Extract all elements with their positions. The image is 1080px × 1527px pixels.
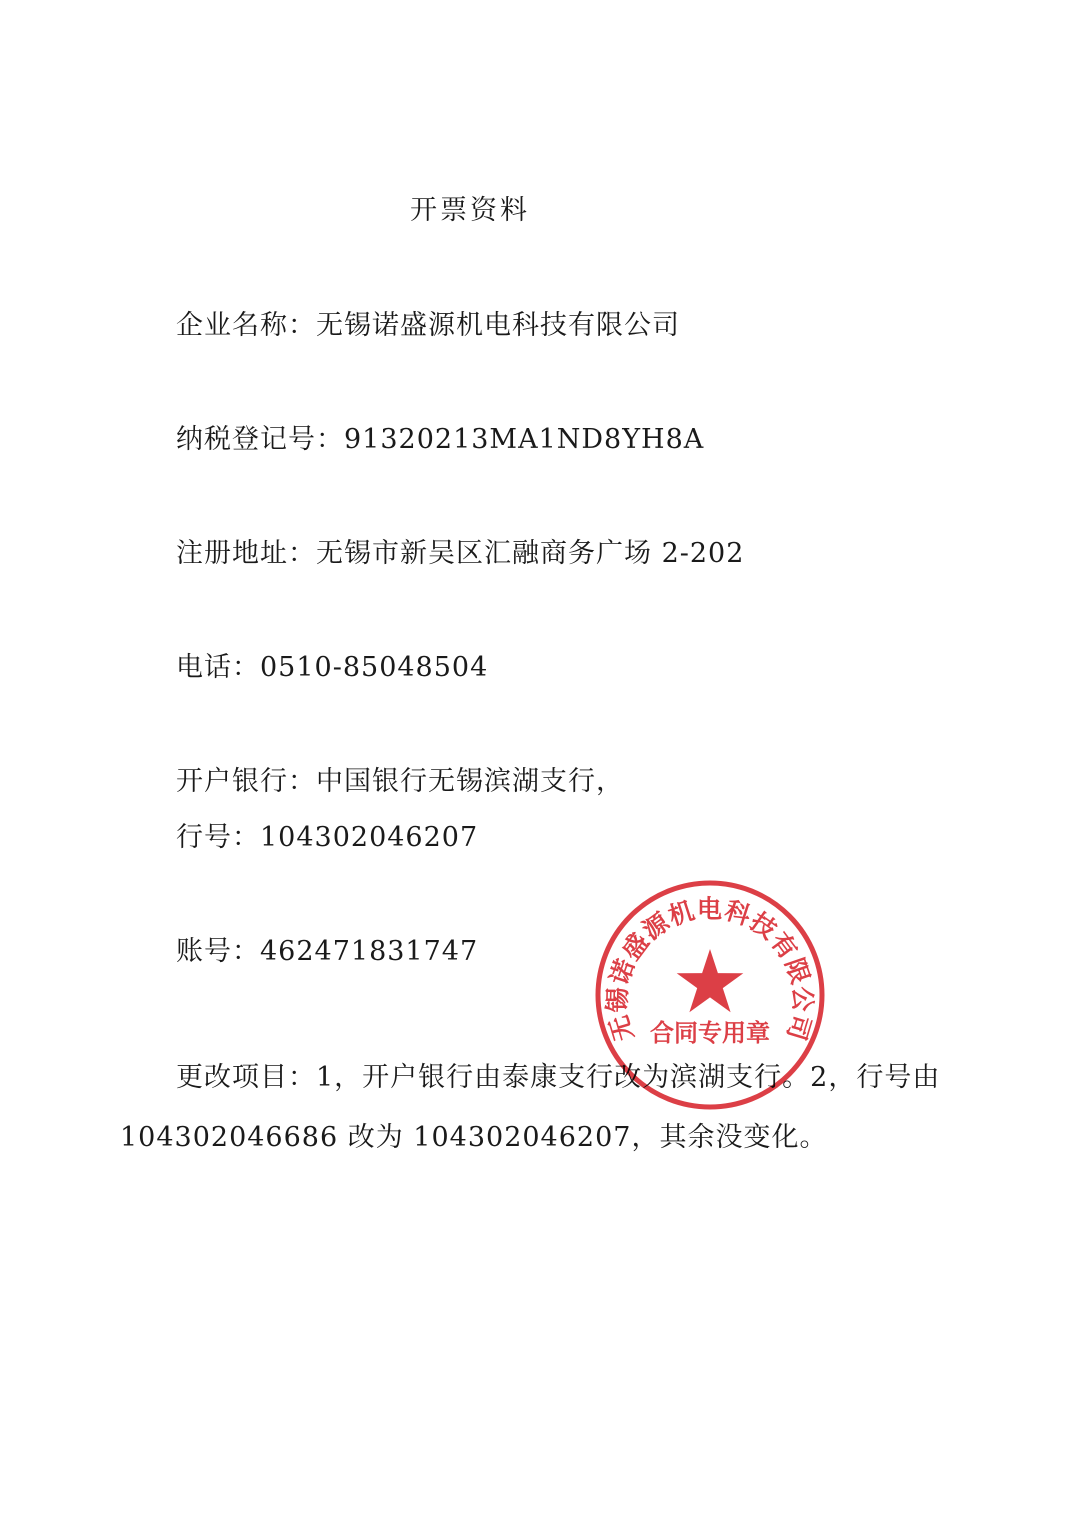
bank-name: 开户银行：中国银行无锡滨湖支行，: [176, 766, 624, 797]
phone-number: 电话：0510-85048504: [176, 652, 489, 683]
star-icon: [677, 949, 744, 1012]
seal-ring-text: 无锡诺盛源机电科技有限公司: [602, 894, 818, 1045]
seal-bottom-text: 合同专用章: [650, 1018, 770, 1047]
document-title: 开票资料: [410, 195, 530, 226]
change-note-line-1: 更改项目：1，开户银行由泰康支行改为滨湖支行。2，行号由: [176, 1062, 941, 1093]
bank-code: 行号：104302046207: [176, 822, 479, 853]
tax-id: 纳税登记号：91320213MA1ND8YH8A: [176, 424, 705, 455]
company-name: 企业名称：无锡诺盛源机电科技有限公司: [176, 310, 680, 341]
account-number: 账号：462471831747: [176, 936, 479, 967]
change-note: [120, 1048, 1020, 1168]
registered-address: 注册地址：无锡市新吴区汇融商务广场 2-202: [176, 538, 745, 569]
change-note-line-2: 104302046686 改为 104302046207，其余没变化。: [120, 1122, 828, 1153]
